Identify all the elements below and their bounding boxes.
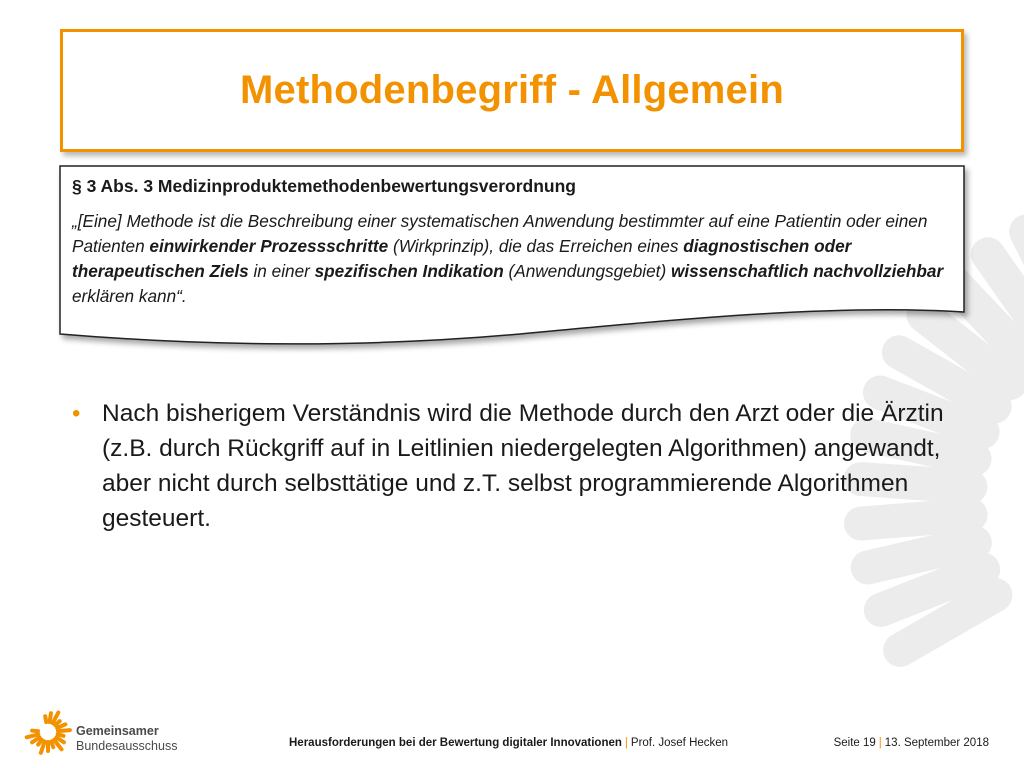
quote-emphasis: spezifischen Indikation: [314, 261, 504, 281]
bullet-marker: •: [72, 400, 81, 427]
logo-ray: [58, 734, 64, 735]
quote-emphasis: wissenschaftlich nachvollziehbar: [670, 261, 944, 281]
watermark-ray: [868, 543, 975, 568]
footer-page-number: Seite 19: [833, 737, 876, 749]
quote-heading: § 3 Abs. 3 Medizinproduktemethodenbewertungsverordnung: [72, 176, 576, 196]
footer-presentation-info: [289, 737, 728, 749]
logo-ray: [27, 734, 39, 737]
bullet-list: [72, 396, 972, 536]
quote-body: [72, 209, 952, 309]
logo-ray: [55, 721, 59, 725]
logo-ray: [50, 713, 51, 722]
logo-ray: [32, 731, 38, 732]
footer-presenter: Prof. Josef Hecken: [630, 737, 729, 749]
slide-title: Methodenbegriff - Allgemein: [240, 68, 784, 112]
footer-presentation-title: Herausforderungen bei der Bewertung digitaler Innovationen: [289, 737, 622, 749]
quote-text: in einer: [248, 261, 315, 281]
gba-sun-logo-icon: [20, 700, 76, 760]
quote-text: (Anwendungsgebiet): [503, 261, 671, 281]
logo-line-1: Gemeinsamer: [76, 724, 159, 738]
logo-ray: [45, 716, 46, 722]
quote-emphasis: einwirkender Prozessschritte: [149, 236, 389, 256]
logo-ray: [38, 740, 42, 745]
logo-ray: [58, 730, 70, 731]
footer: [0, 700, 1024, 768]
logo-line-2: Bundesausschuss: [76, 739, 178, 753]
quote-text: (Wirkprinzip), die das Erreichen eines: [388, 236, 684, 256]
footer-page-info: [834, 737, 989, 749]
quote-emphasis: diagnostischen oder therapeutischen Ziels: [72, 236, 852, 281]
footer-separator-2: |: [878, 737, 882, 749]
bullet-text: Nach bisherigem Verständnis wird die Methode durch den Arzt oder die Ärztin (z.B. durch Rückgriff auf in Leitlinien niedergelegten Algorithmen) angewandt, aber nicht durch selbsttätige und z.T. selbst programmierende Algorithmen gesteuert.: [102, 400, 944, 532]
logo-text: [76, 724, 177, 754]
quote-text: „[Eine] Methode ist die Beschreibung einer systematischen Anwendung bestimmter auf eine Patientin oder einen Patienten: [72, 211, 928, 256]
quote-box: [72, 174, 952, 309]
bullet-item: [72, 396, 972, 536]
footer-date: 13. September 2018: [884, 737, 989, 749]
quote-text: erklären kann“.: [72, 286, 187, 306]
logo-ray: [51, 741, 53, 747]
footer-separator: |: [624, 737, 628, 749]
